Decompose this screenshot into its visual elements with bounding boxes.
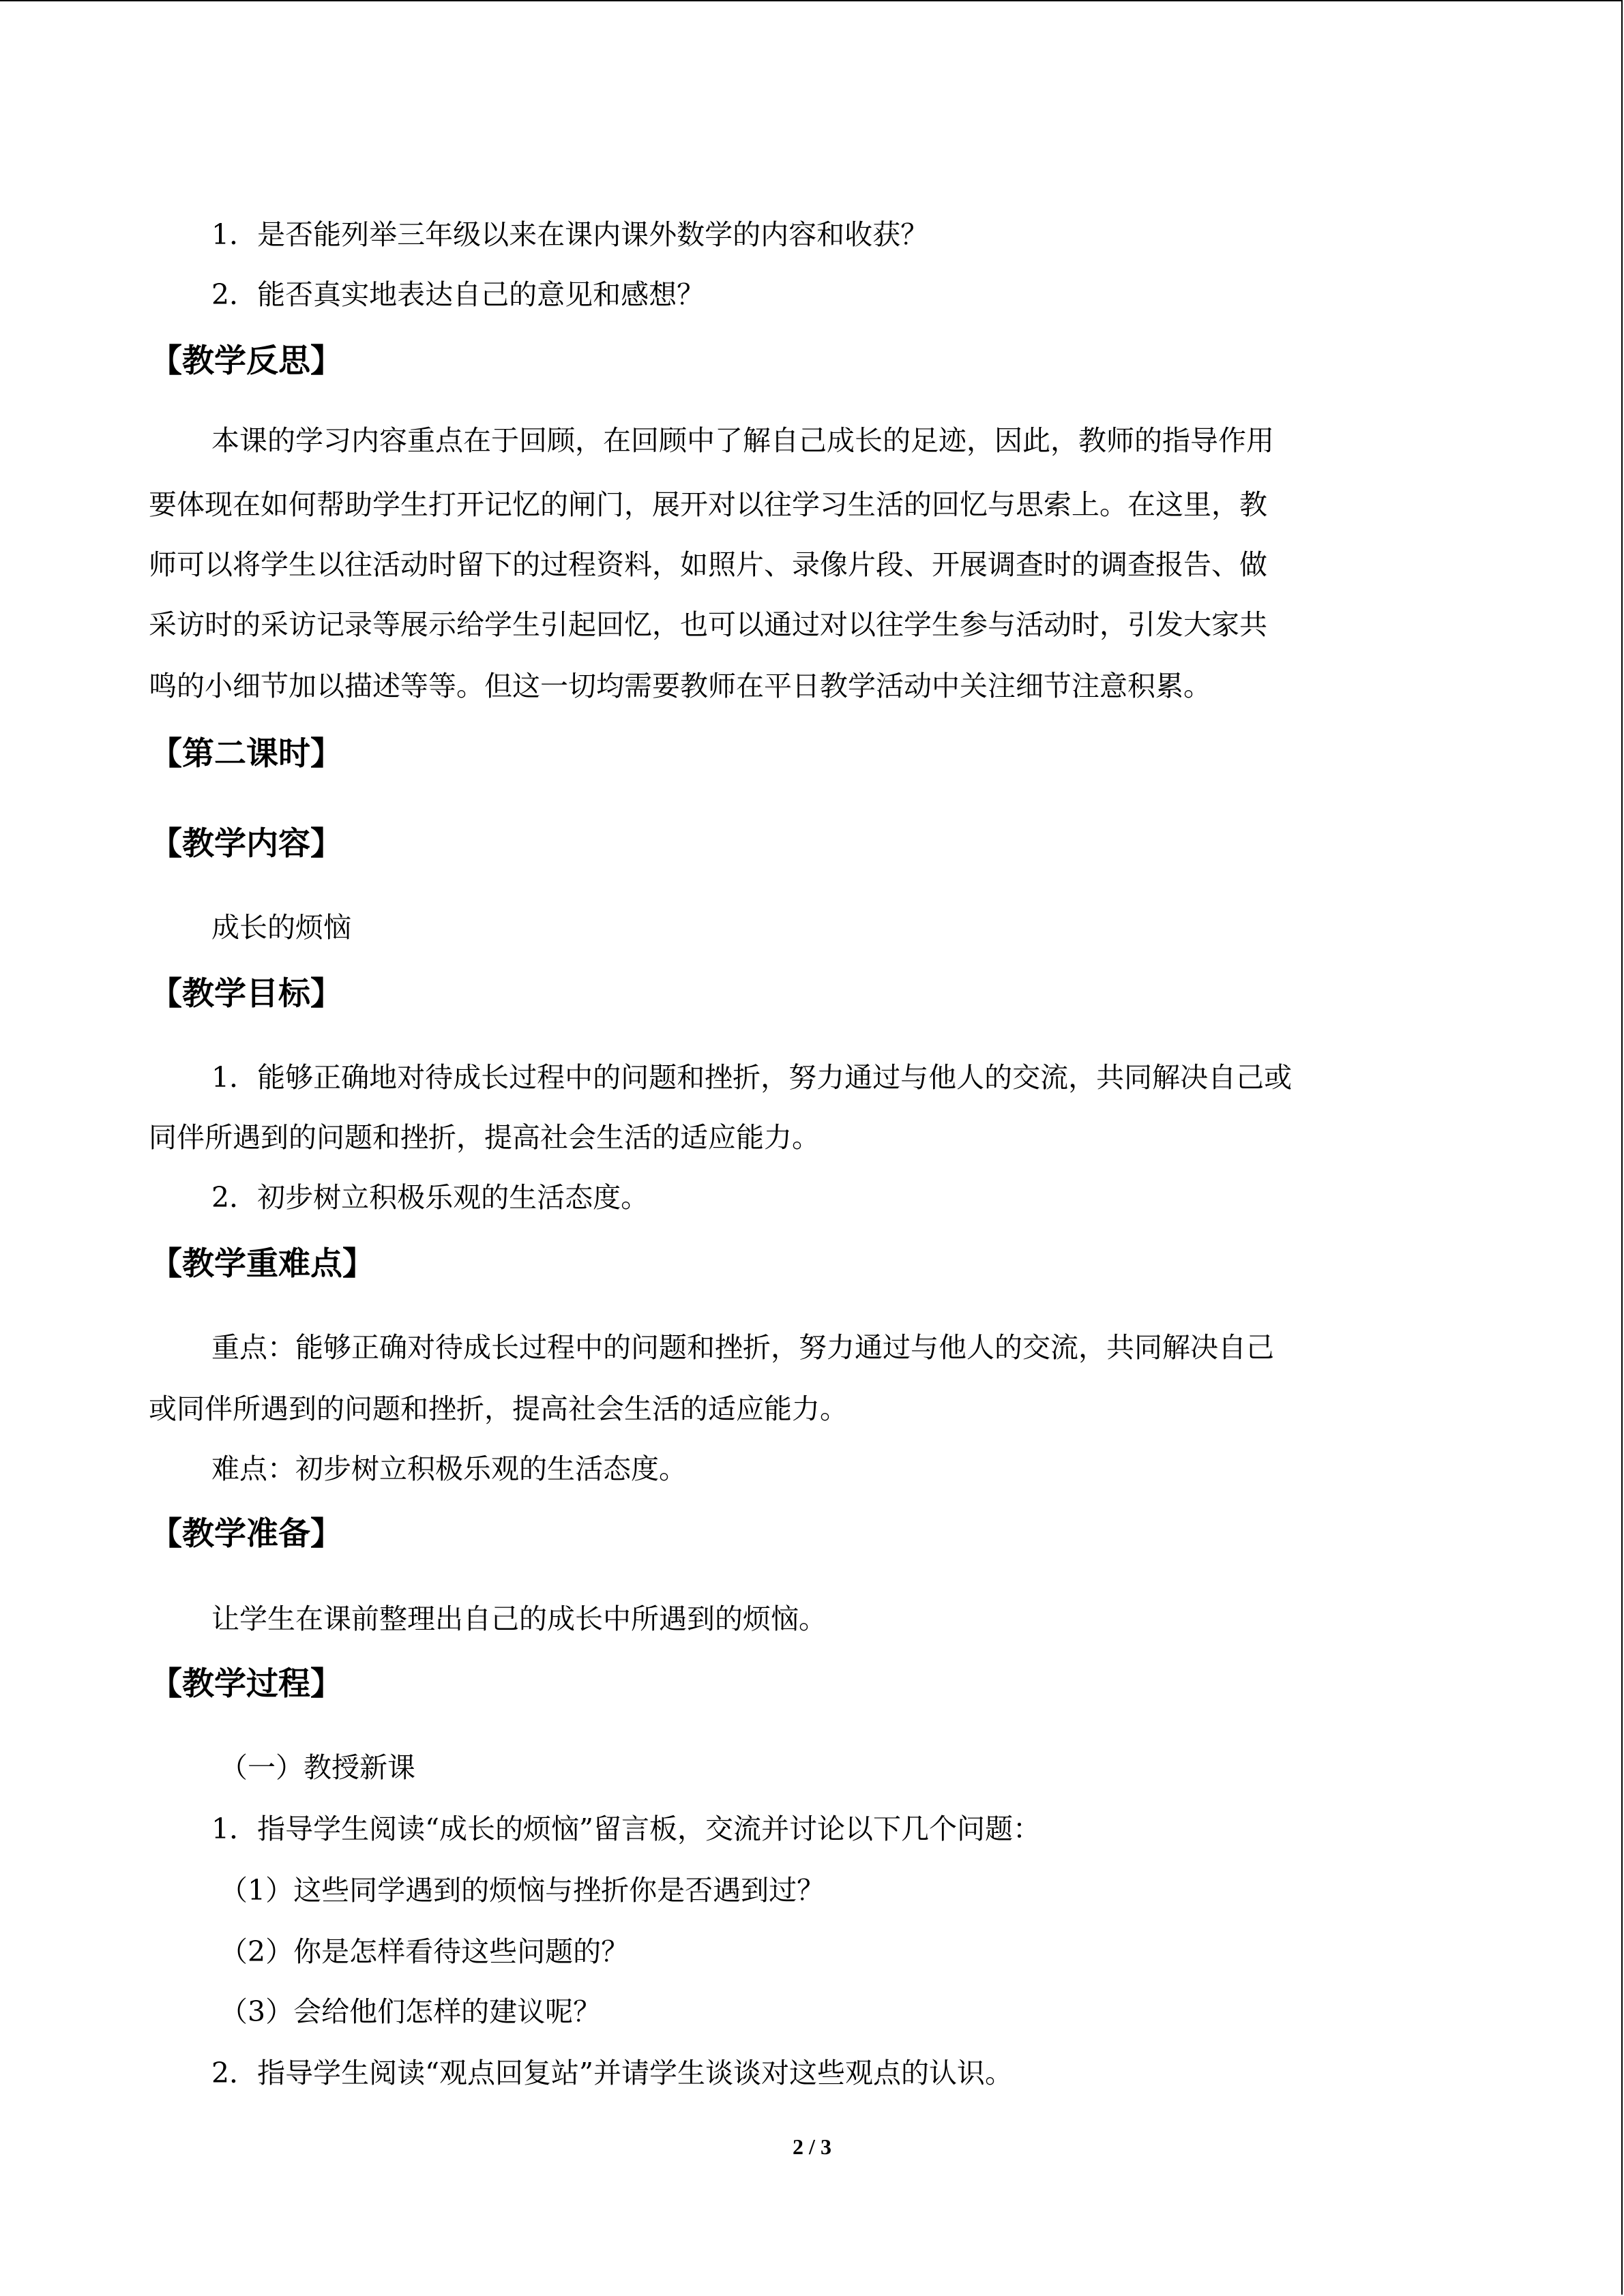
preparation-text: 让学生在课前整理出自己的成长中所遇到的烦恼。 <box>211 1602 827 1635</box>
section-heading-process: 【教学过程】 <box>150 1665 342 1703</box>
list-item: 1．是否能列举三年级以来在课内课外数学的内容和收获？ <box>211 218 929 251</box>
list-item: 1．指导学生阅读“成长的烦恼”留言板，交流并讨论以下几个问题： <box>211 1813 1042 1845</box>
question-item: （2）你是怎样看待这些问题的？ <box>220 1935 630 1968</box>
list-item: 2．能否真实地表达自己的意见和感想？ <box>211 278 705 311</box>
focus-text-continuation: 或同伴所遇到的问题和挫折，提高社会生活的适应能力。 <box>149 1392 848 1425</box>
question-item: （3）会给他们怎样的建议呢？ <box>220 1995 602 2028</box>
list-item: 1．能够正确地对待成长过程中的问题和挫折，努力通过与他人的交流，共同解决自己或 <box>211 1061 1293 1094</box>
paragraph-line: 师可以将学生以往活动时留下的过程资料，如照片、录像片段、开展调查时的调查报告、做 <box>149 548 1267 581</box>
section-heading-preparation: 【教学准备】 <box>150 1515 342 1553</box>
section-heading-goals: 【教学目标】 <box>150 975 342 1013</box>
subsection-title: （一）教授新课 <box>220 1751 415 1784</box>
list-item: 2．初步树立积极乐观的生活态度。 <box>211 1181 649 1214</box>
list-item-continuation: 同伴所遇到的问题和挫折，提高社会生活的适应能力。 <box>149 1121 820 1154</box>
paragraph-line: 本课的学习内容重点在于回顾，在回顾中了解自己成长的足迹，因此，教师的指导作用 <box>211 424 1274 457</box>
question-item: （1）这些同学遇到的烦恼与挫折你是否遇到过？ <box>220 1874 825 1907</box>
content-text: 成长的烦恼 <box>211 911 351 944</box>
paragraph-line: 要体现在如何帮助学生打开记忆的闸门，展开对以往学习生活的回忆与思索上。在这里，教 <box>149 488 1267 521</box>
section-heading-lesson2: 【第二课时】 <box>150 735 342 773</box>
paragraph-line: 采访时的采访记录等展示给学生引起回忆，也可以通过对以往学生参与活动时，引发大家共 <box>149 608 1267 641</box>
page-number: 2 / 3 <box>793 2134 831 2159</box>
focus-text: 重点：能够正确对待成长过程中的问题和挫折，努力通过与他人的交流，共同解决自己 <box>211 1331 1274 1364</box>
section-heading-key-points: 【教学重难点】 <box>150 1245 374 1283</box>
paragraph-line: 鸣的小细节加以描述等等。但这一切均需要教师在平日教学活动中关注细节注意积累。 <box>149 670 1211 702</box>
section-heading-content: 【教学内容】 <box>150 825 342 863</box>
difficulty-text: 难点：初步树立积极乐观的生活态度。 <box>211 1452 687 1485</box>
list-item: 2．指导学生阅读“观点回复站”并请学生谈谈对这些观点的认识。 <box>211 2057 1014 2089</box>
section-heading-reflection: 【教学反思】 <box>150 342 342 380</box>
